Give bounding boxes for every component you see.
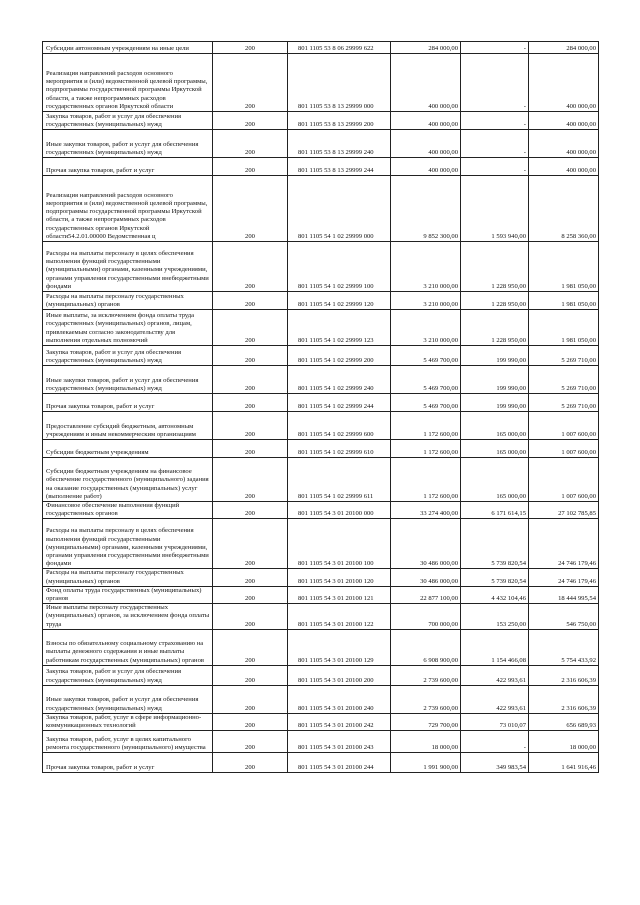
row-executed-amount: - bbox=[461, 42, 529, 54]
row-budget-code: 801 1105 54 3 01 20100 120 bbox=[288, 569, 391, 586]
row-remaining-amount: 1 007 600,00 bbox=[529, 412, 599, 440]
row-admin-code: 200 bbox=[213, 458, 288, 502]
table-row bbox=[43, 42, 599, 54]
row-remaining-amount: 5 269 710,00 bbox=[529, 346, 599, 366]
row-admin-code: 200 bbox=[213, 112, 288, 130]
row-remaining-amount: 656 689,93 bbox=[529, 713, 599, 730]
row-name: Прочая закупка товаров, работ и услуг bbox=[43, 394, 213, 412]
row-remaining-amount: 18 000,00 bbox=[529, 731, 599, 753]
table-row bbox=[43, 731, 599, 753]
row-remaining-amount: 400 000,00 bbox=[529, 158, 599, 176]
row-remaining-amount: 5 269 710,00 bbox=[529, 366, 599, 394]
table-row bbox=[43, 629, 599, 665]
row-name: Иные закупки товаров, работ и услуг для обеспечения государственных (муниципальных) нужд bbox=[43, 130, 213, 158]
table-row bbox=[43, 242, 599, 292]
row-budget-code: 801 1105 54 1 02 29999 611 bbox=[288, 458, 391, 502]
row-remaining-amount: 8 258 360,00 bbox=[529, 176, 599, 242]
row-budget-code: 801 1105 54 3 01 20100 100 bbox=[288, 519, 391, 569]
row-admin-code: 200 bbox=[213, 310, 288, 346]
table-row bbox=[43, 54, 599, 112]
row-admin-code: 200 bbox=[213, 519, 288, 569]
row-executed-amount: 199 990,00 bbox=[461, 366, 529, 394]
row-plan-amount: 9 852 300,00 bbox=[391, 176, 461, 242]
row-name: Прочая закупка товаров, работ и услуг bbox=[43, 158, 213, 176]
row-name: Финансовое обеспечение выполнения функций государственных органов bbox=[43, 502, 213, 519]
row-budget-code: 801 1105 54 3 01 20100 000 bbox=[288, 502, 391, 519]
row-name: Расходы на выплаты персоналу в целях обеспечения выполнения функций государственными (муниципальными) органами, казенными учреждениями, органами управления государственными внебюджетными фондами bbox=[43, 242, 213, 292]
row-executed-amount: 165 000,00 bbox=[461, 440, 529, 458]
table-row bbox=[43, 458, 599, 502]
row-plan-amount: 2 739 600,00 bbox=[391, 685, 461, 713]
row-budget-code: 801 1105 54 1 02 29999 200 bbox=[288, 346, 391, 366]
row-remaining-amount: 1 981 050,00 bbox=[529, 242, 599, 292]
row-admin-code: 200 bbox=[213, 685, 288, 713]
row-plan-amount: 700 000,00 bbox=[391, 604, 461, 630]
row-admin-code: 200 bbox=[213, 42, 288, 54]
table-row bbox=[43, 502, 599, 519]
row-executed-amount: - bbox=[461, 158, 529, 176]
row-budget-code: 801 1105 54 1 02 29999 610 bbox=[288, 440, 391, 458]
row-name: Закупка товаров, работ, услуг в целях капитального ремонта государственного (муниципального) имущества bbox=[43, 731, 213, 753]
row-executed-amount: 6 171 614,15 bbox=[461, 502, 529, 519]
row-executed-amount: 1 228 950,00 bbox=[461, 310, 529, 346]
row-plan-amount: 1 172 600,00 bbox=[391, 458, 461, 502]
row-plan-amount: 3 210 000,00 bbox=[391, 310, 461, 346]
row-remaining-amount: 546 750,00 bbox=[529, 604, 599, 630]
row-admin-code: 200 bbox=[213, 569, 288, 586]
row-name: Субсидии автономным учреждениям на иные цели bbox=[43, 42, 213, 54]
row-plan-amount: 284 000,00 bbox=[391, 42, 461, 54]
row-plan-amount: 400 000,00 bbox=[391, 158, 461, 176]
row-plan-amount: 5 469 700,00 bbox=[391, 394, 461, 412]
row-budget-code: 801 1105 53 8 13 29999 200 bbox=[288, 112, 391, 130]
table-row bbox=[43, 346, 599, 366]
row-name: Закупка товаров, работ и услуг для обеспечения государственных (муниципальных) нужд bbox=[43, 665, 213, 685]
row-admin-code: 200 bbox=[213, 394, 288, 412]
budget-table bbox=[42, 41, 599, 773]
row-budget-code: 801 1105 54 3 01 20100 242 bbox=[288, 713, 391, 730]
row-name: Предоставление субсидий бюджетным, автономным учреждениям и иным некоммерческим организациям bbox=[43, 412, 213, 440]
row-admin-code: 200 bbox=[213, 130, 288, 158]
table-row bbox=[43, 176, 599, 242]
row-budget-code: 801 1105 53 8 06 29999 622 bbox=[288, 42, 391, 54]
row-budget-code: 801 1105 53 8 13 29999 000 bbox=[288, 54, 391, 112]
row-executed-amount: 349 983,54 bbox=[461, 753, 529, 773]
row-plan-amount: 18 000,00 bbox=[391, 731, 461, 753]
row-name: Реализация направлений расходов основного мероприятия и (или) ведомственной целевой программы, подпрограммы государственной программы Иркутской области, а также непрограммных расходов государственных органов Иркутской области bbox=[43, 54, 213, 112]
table-row bbox=[43, 292, 599, 310]
row-remaining-amount: 1 641 916,46 bbox=[529, 753, 599, 773]
row-budget-code: 801 1105 53 8 13 29999 244 bbox=[288, 158, 391, 176]
table-row bbox=[43, 753, 599, 773]
row-admin-code: 200 bbox=[213, 629, 288, 665]
row-name: Расходы на выплаты персоналу в целях обеспечения выполнения функций государственными (муниципальными) органами, казенными учреждениями, органами управления государственными внебюджетными фондами bbox=[43, 519, 213, 569]
row-admin-code: 200 bbox=[213, 731, 288, 753]
row-admin-code: 200 bbox=[213, 713, 288, 730]
row-admin-code: 200 bbox=[213, 440, 288, 458]
table-row bbox=[43, 586, 599, 603]
row-name: Реализация направлений расходов основного мероприятия и (или) ведомственной целевой программы, подпрограммы государственной программы Иркутской области, а также непрограммных расходов государственных органов Иркутской области54.2.01.00000 Ведомственная ц bbox=[43, 176, 213, 242]
row-admin-code: 200 bbox=[213, 158, 288, 176]
row-executed-amount: 1 228 950,00 bbox=[461, 292, 529, 310]
row-name: Прочая закупка товаров, работ и услуг bbox=[43, 753, 213, 773]
row-admin-code: 200 bbox=[213, 54, 288, 112]
row-name: Фонд оплаты труда государственных (муниципальных) органов bbox=[43, 586, 213, 603]
table-row bbox=[43, 665, 599, 685]
row-executed-amount: - bbox=[461, 130, 529, 158]
row-executed-amount: 5 739 820,54 bbox=[461, 569, 529, 586]
row-admin-code: 200 bbox=[213, 586, 288, 603]
table-row bbox=[43, 569, 599, 586]
row-budget-code: 801 1105 54 1 02 29999 120 bbox=[288, 292, 391, 310]
row-admin-code: 200 bbox=[213, 346, 288, 366]
row-remaining-amount: 1 007 600,00 bbox=[529, 440, 599, 458]
row-executed-amount: 422 993,61 bbox=[461, 685, 529, 713]
row-plan-amount: 30 486 000,00 bbox=[391, 569, 461, 586]
table-row bbox=[43, 604, 599, 630]
row-remaining-amount: 5 269 710,00 bbox=[529, 394, 599, 412]
row-name: Расходы на выплаты персоналу государственных (муниципальных) органов bbox=[43, 569, 213, 586]
row-name: Закупка товаров, работ и услуг для обеспечения государственных (муниципальных) нужд bbox=[43, 346, 213, 366]
row-plan-amount: 30 486 000,00 bbox=[391, 519, 461, 569]
row-remaining-amount: 1 007 600,00 bbox=[529, 458, 599, 502]
row-admin-code: 200 bbox=[213, 665, 288, 685]
row-budget-code: 801 1105 54 3 01 20100 200 bbox=[288, 665, 391, 685]
budget-document bbox=[42, 41, 598, 773]
row-executed-amount: - bbox=[461, 54, 529, 112]
row-budget-code: 801 1105 54 1 02 29999 100 bbox=[288, 242, 391, 292]
table-row bbox=[43, 158, 599, 176]
row-remaining-amount: 5 754 433,92 bbox=[529, 629, 599, 665]
row-budget-code: 801 1105 54 1 02 29999 000 bbox=[288, 176, 391, 242]
row-admin-code: 200 bbox=[213, 176, 288, 242]
row-budget-code: 801 1105 54 3 01 20100 122 bbox=[288, 604, 391, 630]
row-name: Закупка товаров, работ, услуг в сфере информационно-коммуникационных технологий bbox=[43, 713, 213, 730]
row-executed-amount: 1 228 950,00 bbox=[461, 242, 529, 292]
row-remaining-amount: 284 000,00 bbox=[529, 42, 599, 54]
row-budget-code: 801 1105 54 1 02 29999 240 bbox=[288, 366, 391, 394]
row-name: Расходы на выплаты персоналу государственных (муниципальных) органов bbox=[43, 292, 213, 310]
row-remaining-amount: 400 000,00 bbox=[529, 130, 599, 158]
table-row bbox=[43, 440, 599, 458]
table-row bbox=[43, 366, 599, 394]
row-remaining-amount: 24 746 179,46 bbox=[529, 569, 599, 586]
row-budget-code: 801 1105 54 3 01 20100 240 bbox=[288, 685, 391, 713]
row-remaining-amount: 400 000,00 bbox=[529, 112, 599, 130]
row-plan-amount: 729 700,00 bbox=[391, 713, 461, 730]
row-executed-amount: 4 432 104,46 bbox=[461, 586, 529, 603]
row-remaining-amount: 27 102 785,85 bbox=[529, 502, 599, 519]
row-executed-amount: 5 739 820,54 bbox=[461, 519, 529, 569]
row-name: Закупка товаров, работ и услуг для обеспечения государственных (муниципальных) нужд bbox=[43, 112, 213, 130]
row-name: Иные закупки товаров, работ и услуг для обеспечения государственных (муниципальных) нужд bbox=[43, 366, 213, 394]
table-row bbox=[43, 412, 599, 440]
row-name: Взносы по обязательному социальному страхованию на выплаты денежного содержания и иные выплаты работникам государственных (муниципальных) органов bbox=[43, 629, 213, 665]
row-name: Субсидии бюджетным учреждениям на финансовое обеспечение государственного (муниципального) задания на оказание государственных (муниципальных) услуг (выполнение работ) bbox=[43, 458, 213, 502]
row-plan-amount: 1 991 900,00 bbox=[391, 753, 461, 773]
row-remaining-amount: 400 000,00 bbox=[529, 54, 599, 112]
row-remaining-amount: 1 981 050,00 bbox=[529, 292, 599, 310]
row-budget-code: 801 1105 54 3 01 20100 121 bbox=[288, 586, 391, 603]
row-admin-code: 200 bbox=[213, 604, 288, 630]
table-row bbox=[43, 685, 599, 713]
row-budget-code: 801 1105 54 1 02 29999 600 bbox=[288, 412, 391, 440]
row-plan-amount: 22 877 100,00 bbox=[391, 586, 461, 603]
row-remaining-amount: 18 444 995,54 bbox=[529, 586, 599, 603]
table-row bbox=[43, 112, 599, 130]
row-plan-amount: 2 739 600,00 bbox=[391, 665, 461, 685]
row-executed-amount: 165 000,00 bbox=[461, 412, 529, 440]
row-executed-amount: 1 593 940,00 bbox=[461, 176, 529, 242]
row-remaining-amount: 1 981 050,00 bbox=[529, 310, 599, 346]
table-row bbox=[43, 519, 599, 569]
table-row bbox=[43, 713, 599, 730]
table-row bbox=[43, 394, 599, 412]
row-budget-code: 801 1105 54 1 02 29999 123 bbox=[288, 310, 391, 346]
row-executed-amount: 153 250,00 bbox=[461, 604, 529, 630]
row-executed-amount: 199 990,00 bbox=[461, 394, 529, 412]
row-plan-amount: 3 210 000,00 bbox=[391, 242, 461, 292]
row-remaining-amount: 2 316 606,39 bbox=[529, 665, 599, 685]
row-plan-amount: 5 469 700,00 bbox=[391, 366, 461, 394]
row-executed-amount: 1 154 466,08 bbox=[461, 629, 529, 665]
row-budget-code: 801 1105 54 3 01 20100 129 bbox=[288, 629, 391, 665]
table-row bbox=[43, 130, 599, 158]
row-remaining-amount: 24 746 179,46 bbox=[529, 519, 599, 569]
row-executed-amount: 73 010,07 bbox=[461, 713, 529, 730]
table-row bbox=[43, 310, 599, 346]
row-executed-amount: - bbox=[461, 112, 529, 130]
row-name: Иные закупки товаров, работ и услуг для обеспечения государственных (муниципальных) нужд bbox=[43, 685, 213, 713]
row-remaining-amount: 2 316 606,39 bbox=[529, 685, 599, 713]
row-executed-amount: 422 993,61 bbox=[461, 665, 529, 685]
row-admin-code: 200 bbox=[213, 412, 288, 440]
row-admin-code: 200 bbox=[213, 502, 288, 519]
row-plan-amount: 3 210 000,00 bbox=[391, 292, 461, 310]
row-budget-code: 801 1105 54 3 01 20100 243 bbox=[288, 731, 391, 753]
row-executed-amount: 165 000,00 bbox=[461, 458, 529, 502]
row-plan-amount: 6 908 900,00 bbox=[391, 629, 461, 665]
row-budget-code: 801 1105 53 8 13 29999 240 bbox=[288, 130, 391, 158]
budget-table-body bbox=[43, 42, 599, 773]
row-name: Иные выплаты персоналу государственных (муниципальных) органов, за исключением фонда оплаты труда bbox=[43, 604, 213, 630]
row-admin-code: 200 bbox=[213, 753, 288, 773]
row-plan-amount: 400 000,00 bbox=[391, 130, 461, 158]
row-plan-amount: 400 000,00 bbox=[391, 112, 461, 130]
row-admin-code: 200 bbox=[213, 242, 288, 292]
row-plan-amount: 5 469 700,00 bbox=[391, 346, 461, 366]
row-admin-code: 200 bbox=[213, 292, 288, 310]
row-budget-code: 801 1105 54 1 02 29999 244 bbox=[288, 394, 391, 412]
row-name: Иные выплаты, за исключением фонда оплаты труда государственных (муниципальных) органов, лицам, привлекаемым согласно законодательству для выполнения отдельных полномочий bbox=[43, 310, 213, 346]
row-executed-amount: - bbox=[461, 731, 529, 753]
row-plan-amount: 1 172 600,00 bbox=[391, 440, 461, 458]
row-plan-amount: 1 172 600,00 bbox=[391, 412, 461, 440]
row-executed-amount: 199 990,00 bbox=[461, 346, 529, 366]
row-plan-amount: 400 000,00 bbox=[391, 54, 461, 112]
row-admin-code: 200 bbox=[213, 366, 288, 394]
row-name: Субсидии бюджетным учреждениям bbox=[43, 440, 213, 458]
row-plan-amount: 33 274 400,00 bbox=[391, 502, 461, 519]
row-budget-code: 801 1105 54 3 01 20100 244 bbox=[288, 753, 391, 773]
